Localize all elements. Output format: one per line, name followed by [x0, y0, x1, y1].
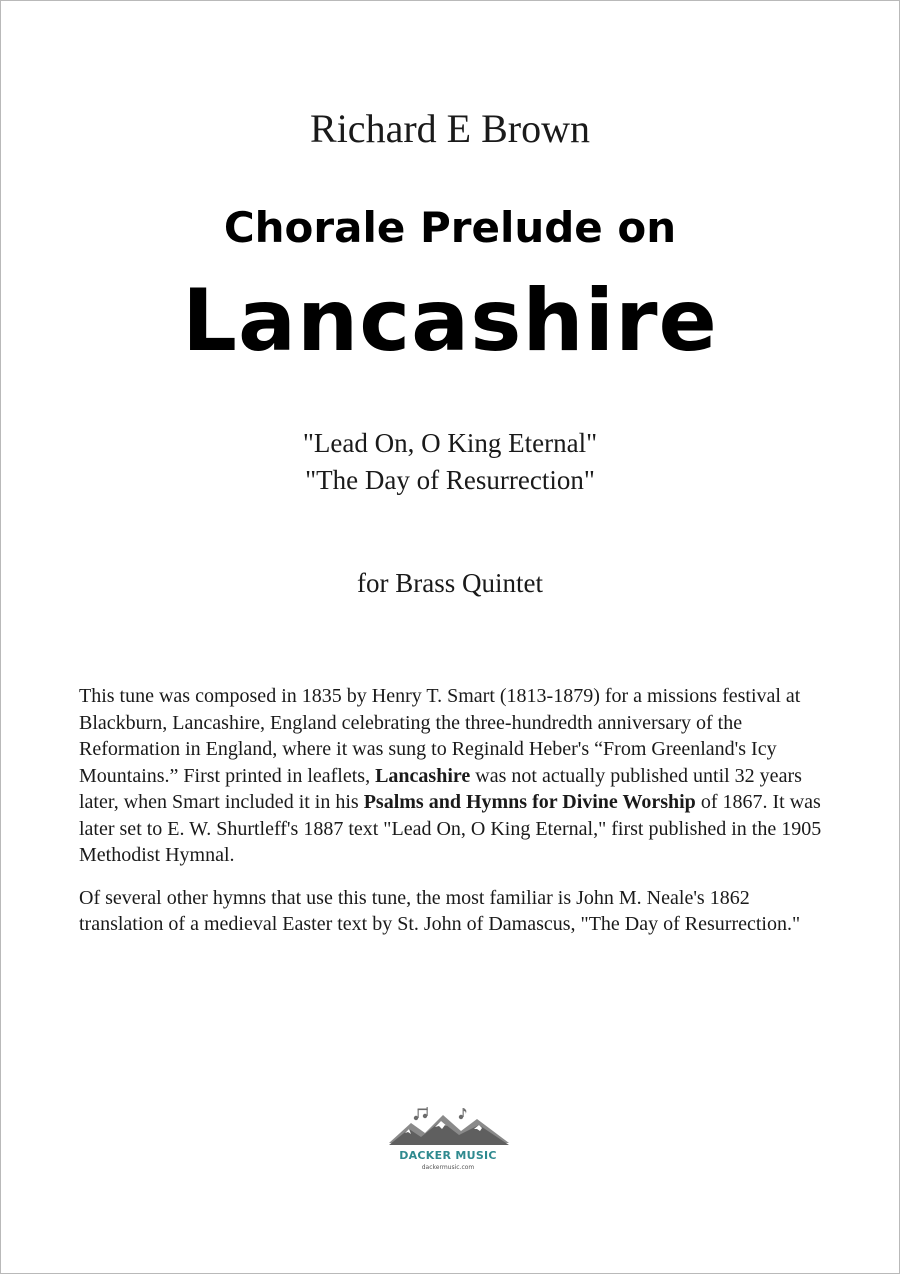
- composer-name: Richard E Brown: [310, 106, 590, 151]
- program-note-paragraph: [79, 683, 839, 869]
- subtitle: Chorale Prelude on: [223, 203, 677, 252]
- instrumentation: for Brass Quintet: [357, 568, 543, 598]
- hymn-titles: [1, 425, 899, 499]
- page-title: Lancashire: [182, 271, 718, 371]
- publisher-url[interactable]: dackermusic.com: [421, 1164, 475, 1171]
- paragraph-text: of 1867. It was later set to E. W. Shurtleff's 1887 text "Lead On, O King Eternal," first published in the 1905 Methodist Hymnal.: [79, 791, 822, 866]
- paragraph-text: This tune was composed in 1835 by Henry T. Smart (1813-1879) for a missions festival at Blackburn, Lancashire, England celebrating the three-hundredth anniversary of the Reformation in England, where it was sung to Reginald Heber's “From Greenland's Icy Mountains.” First printed in leaflets,: [79, 685, 801, 787]
- program-notes: [79, 683, 839, 954]
- paragraph-text: was not actually published until 32 years later, when Smart included it in his: [79, 764, 802, 813]
- publisher-name: DACKER MUSIC: [399, 1149, 497, 1162]
- hymn-title: "The Day of Resurrection": [305, 465, 595, 495]
- hymn-title: "Lead On, O King Eternal": [302, 428, 598, 458]
- program-note-paragraph: Of several other hymns that use this tune, the most familiar is John M. Neale's 1862 translation of a medieval Easter text by St. John of Damascus, "The Day of Resurrection.": [79, 886, 801, 935]
- hymnal-title: Psalms and Hymns for Divine Worship: [363, 791, 696, 813]
- tune-name: Lancashire: [375, 764, 471, 787]
